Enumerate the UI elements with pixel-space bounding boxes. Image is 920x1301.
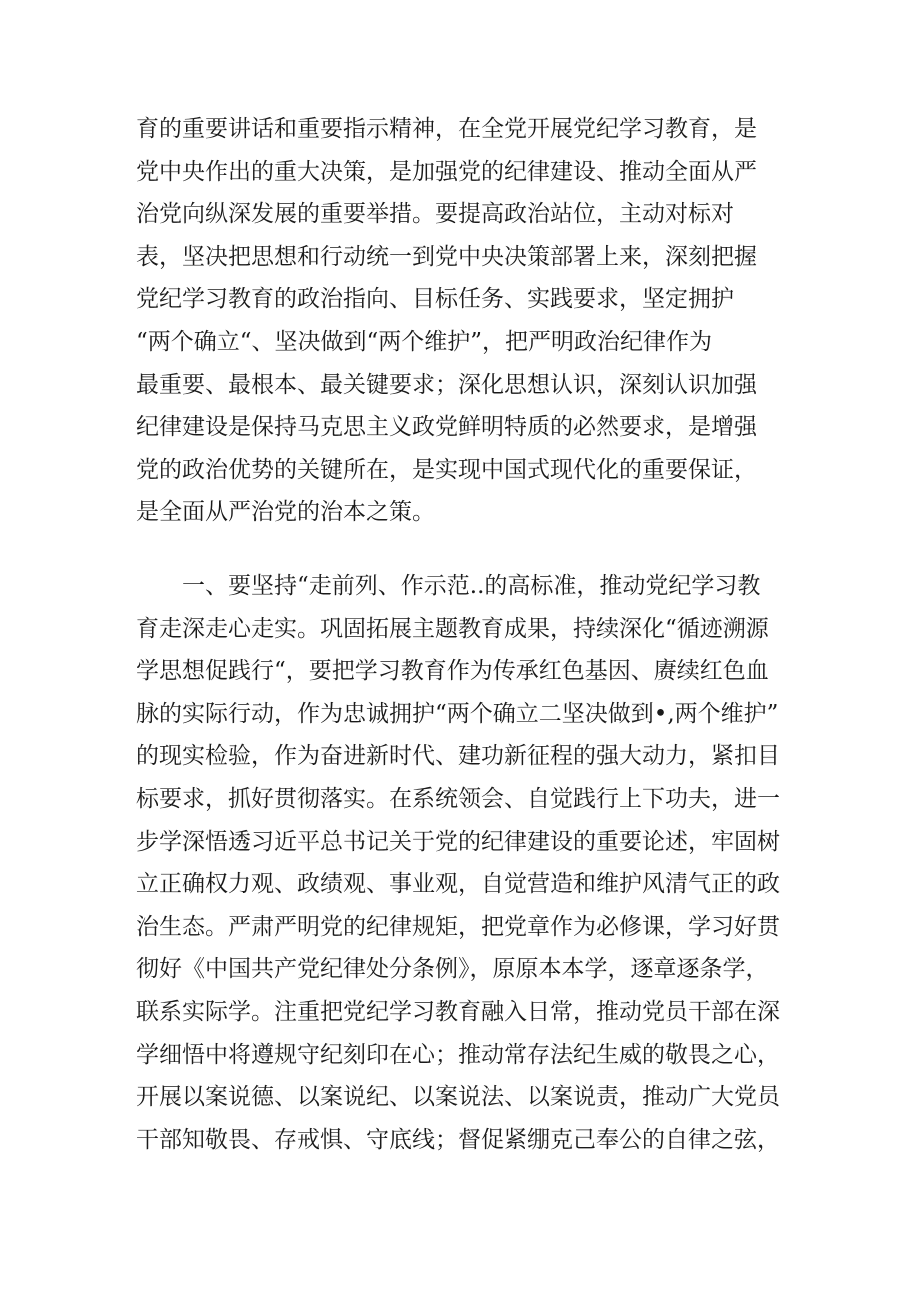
text-line: 标要求，抓好贯彻落实。在系统领会、自觉践行上下功夫，进一 (136, 785, 780, 812)
text-line: 党纪学习教育的政治指向、目标任务、实践要求，坚定拥护 (136, 286, 734, 313)
text-line: 脉的实际行动，作为忠诚拥护“两个确立二坚决做到•,两个维护” (136, 700, 779, 727)
text-line: 党的政治优势的关键所在，是实现中国式现代化的重要保证， (136, 456, 757, 483)
text-line-heading: 一、要坚持“走前列、作示范..的高标准，推动党纪学习教 (182, 573, 761, 599)
text-line: 育的重要讲话和重要指示精神，在全党开展党纪学习教育，是 (136, 116, 757, 142)
text-line: 的现实检验，作为奋进新时代、建功新征程的强大动力，紧扣目 (136, 743, 780, 770)
text-line: 立正确权力观、政绩观、事业观，自觉营造和维护风清气正的政 (136, 871, 780, 898)
text-line: 联系实际学。注重把党纪学习教育融入日常，推动党员干部在深 (136, 998, 780, 1025)
text-line: 治党向纵深发展的重要举措。要提高政治站位，主动对标对 (136, 201, 734, 228)
text-line: 学细悟中将遵规守纪刻印在心；推动常存法纪生威的敬畏之心， (136, 1041, 780, 1068)
text-line: 开展以案说德、以案说纪、以案说法、以案说责，推动广大党员 (136, 1084, 780, 1111)
text-line: 是全面从严治党的治本之策。 (136, 499, 435, 526)
text-line: 表，坚决把思想和行动统一到党中央决策部署上来，深刻把握 (136, 243, 757, 270)
text-line: “两个确立“、坚决做到“两个维护”，把严明政治纪律作为 (136, 328, 713, 355)
text-line: 学思想促践行“，要把学习教育作为传承红色基因、赓续红色血 (136, 658, 769, 685)
text-line: 最重要、最根本、最关键要求；深化思想认识，深刻认识加强 (136, 371, 757, 398)
text-line: 纪律建设是保持马克思主义政党鲜明特质的必然要求，是增强 (136, 414, 757, 441)
text-line: 干部知敬畏、存戒惧、守底线；督促紧绷克己奉公的自律之弦， (136, 1126, 780, 1153)
text-line: 育走深走心走实。巩固拓展主题教育成果，持续深化“循迹溯源 (136, 615, 769, 642)
text-line: 治生态。严肃严明党的纪律规矩，把党章作为必修课，学习好贯 (136, 913, 780, 940)
paragraph-section-one (136, 565, 796, 1161)
text-line: 彻好《中国共产党纪律处分条例》，原原本本学，逐章逐条学， (136, 956, 769, 983)
text-line: 党中央作出的重大决策，是加强党的纪律建设、推动全面从严 (136, 158, 757, 185)
text-line: 步学深悟透习近平总书记关于党的纪律建设的重要论述，牢固树 (136, 828, 780, 855)
paragraph-intro (136, 108, 796, 534)
